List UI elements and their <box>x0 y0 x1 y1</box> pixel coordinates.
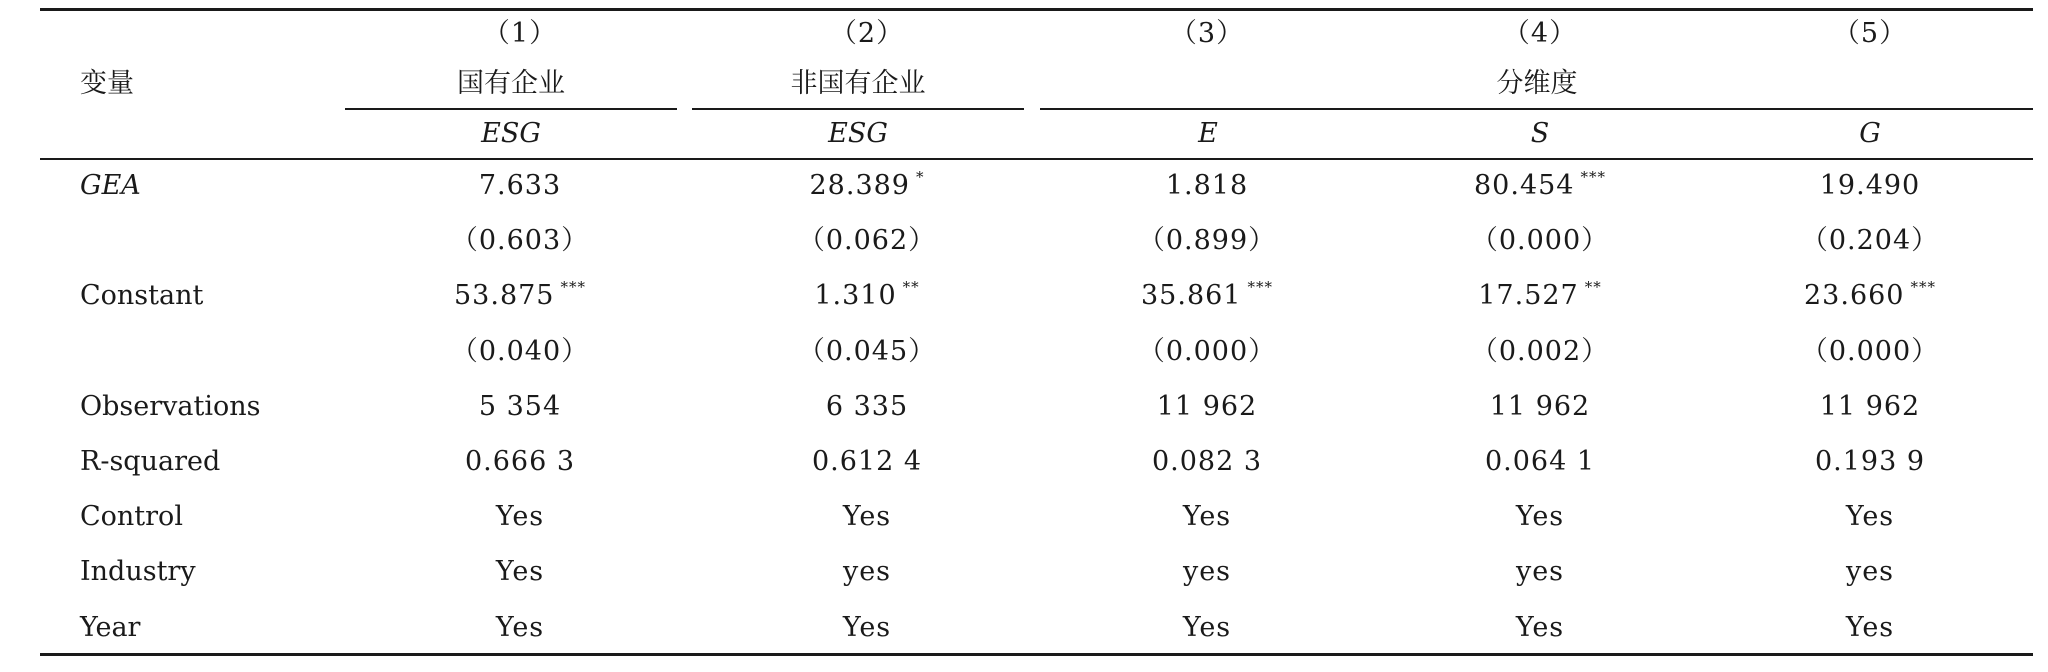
table-cell <box>1157 393 1257 420</box>
dep-var-3: E <box>1198 118 1218 149</box>
cell-value: Yes <box>1182 612 1232 643</box>
table-cell <box>479 172 561 199</box>
cell-value: 1.818 <box>1165 170 1249 201</box>
cell-value: （0.062） <box>797 225 937 256</box>
variable-header: 变量 <box>80 68 134 99</box>
row-label: GEA <box>80 170 141 201</box>
significance-stars: *** <box>1910 278 1936 296</box>
cell-value: Yes <box>842 612 892 643</box>
table-cell <box>798 338 936 365</box>
cell-value: yes <box>1182 556 1232 587</box>
model-number-2: （2） <box>829 18 905 49</box>
table-cell <box>843 558 891 585</box>
table-cell <box>454 278 586 311</box>
significance-stars: ** <box>1584 278 1602 296</box>
group-header-soe: 国有企业 <box>457 68 565 99</box>
table-cell <box>1846 503 1894 530</box>
table-cell <box>496 503 544 530</box>
cell-value: 28.389 <box>809 170 910 201</box>
table-cell <box>814 278 920 311</box>
cell-value: 11 962 <box>1489 391 1591 422</box>
table-cell <box>1141 278 1273 311</box>
table-cell <box>1815 448 1925 475</box>
cell-value: （0.045） <box>797 336 937 367</box>
table-cell <box>812 448 922 475</box>
cell-value: Yes <box>1845 501 1895 532</box>
cell-value: Yes <box>495 501 545 532</box>
table-cell <box>798 227 936 254</box>
cell-value: 7.633 <box>478 170 562 201</box>
table-cell <box>1804 278 1936 311</box>
table-cell <box>479 393 561 420</box>
table-cell <box>1183 503 1231 530</box>
cell-value: 0.064 1 <box>1484 446 1596 477</box>
cell-value: Yes <box>1515 501 1565 532</box>
table-cell <box>826 393 908 420</box>
cell-value: （0.000） <box>1470 225 1610 256</box>
cell-value: 11 962 <box>1819 391 1921 422</box>
dep-var-5: G <box>1859 118 1881 149</box>
significance-stars: *** <box>1580 168 1606 186</box>
table-cell <box>1474 168 1606 201</box>
significance-stars: *** <box>560 278 586 296</box>
significance-stars: ** <box>902 278 920 296</box>
group-header-dimensions: 分维度 <box>1496 68 1578 99</box>
cell-value: 80.454 <box>1474 170 1575 201</box>
table-cell <box>465 448 575 475</box>
cell-value: Yes <box>1845 612 1895 643</box>
header-bottom-rule <box>40 158 345 160</box>
cell-value: 17.527 <box>1478 280 1579 311</box>
table-cell <box>1516 614 1564 641</box>
cell-value: yes <box>1845 556 1895 587</box>
table-cell <box>496 614 544 641</box>
table-cell <box>1846 558 1894 585</box>
table-cell <box>1152 448 1262 475</box>
cell-value: （0.204） <box>1800 225 1940 256</box>
table-cell <box>1820 393 1920 420</box>
bottom-rule <box>40 653 2033 656</box>
cell-value: 5 354 <box>478 391 562 422</box>
table-cell <box>496 558 544 585</box>
header-rule <box>345 158 2033 160</box>
cell-value: 0.612 4 <box>811 446 923 477</box>
dep-var-4: S <box>1530 118 1550 149</box>
model-number-4: （4） <box>1502 18 1578 49</box>
table-cell <box>1183 558 1231 585</box>
cell-value: （0.603） <box>450 225 590 256</box>
cell-value: 1.310 <box>814 280 897 311</box>
cell-value: 11 962 <box>1156 391 1258 422</box>
table-cell <box>1516 503 1564 530</box>
cell-value: 23.660 <box>1804 280 1905 311</box>
cell-value: Yes <box>1182 501 1232 532</box>
table-cell <box>1166 172 1248 199</box>
table-cell <box>1490 393 1590 420</box>
row-label: R-squared <box>80 446 221 477</box>
row-label: Year <box>80 612 141 643</box>
table-cell <box>451 227 589 254</box>
model-number-3: （3） <box>1169 18 1245 49</box>
model-number-5: （5） <box>1832 18 1908 49</box>
cell-value: （0.000） <box>1137 336 1277 367</box>
cell-value: yes <box>1515 556 1565 587</box>
group-underline-dimensions <box>1040 108 2033 110</box>
table-cell <box>1485 448 1595 475</box>
dep-var-2: ESG <box>828 118 888 149</box>
cell-value: 0.082 3 <box>1151 446 1263 477</box>
cell-value: （0.000） <box>1800 336 1940 367</box>
cell-value: 0.193 9 <box>1814 446 1926 477</box>
row-label: Industry <box>80 556 196 587</box>
table-cell <box>1478 278 1602 311</box>
table-cell <box>1471 227 1609 254</box>
cell-value: 19.490 <box>1819 170 1921 201</box>
top-rule <box>40 8 2033 11</box>
row-label: Control <box>80 501 183 532</box>
row-label: Observations <box>80 391 261 422</box>
table-cell <box>1846 614 1894 641</box>
table-cell <box>843 614 891 641</box>
cell-value: 53.875 <box>454 280 555 311</box>
group-header-non-soe: 非国有企业 <box>790 68 926 99</box>
dep-var-1: ESG <box>481 118 541 149</box>
significance-stars: *** <box>1247 278 1273 296</box>
cell-value: 0.666 3 <box>464 446 576 477</box>
cell-value: 6 335 <box>825 391 909 422</box>
model-number-1: （1） <box>482 18 558 49</box>
cell-value: （0.002） <box>1470 336 1610 367</box>
cell-value: （0.899） <box>1137 225 1277 256</box>
table-cell <box>843 503 891 530</box>
cell-value: Yes <box>495 612 545 643</box>
table-cell <box>1820 172 1920 199</box>
cell-value: Yes <box>842 501 892 532</box>
cell-value: （0.040） <box>450 336 590 367</box>
cell-value: yes <box>842 556 892 587</box>
row-label: Constant <box>80 280 204 311</box>
cell-value: 35.861 <box>1141 280 1242 311</box>
table-cell <box>1801 227 1939 254</box>
significance-stars: * <box>915 168 925 186</box>
table-cell <box>1183 614 1231 641</box>
table-cell <box>1801 338 1939 365</box>
group-underline-non-soe <box>692 108 1024 110</box>
table-cell <box>809 168 925 201</box>
table-cell <box>1471 338 1609 365</box>
group-underline-soe <box>345 108 677 110</box>
cell-value: Yes <box>495 556 545 587</box>
table-cell <box>1516 558 1564 585</box>
table-cell <box>1138 227 1276 254</box>
table-cell <box>451 338 589 365</box>
table-cell <box>1138 338 1276 365</box>
cell-value: Yes <box>1515 612 1565 643</box>
